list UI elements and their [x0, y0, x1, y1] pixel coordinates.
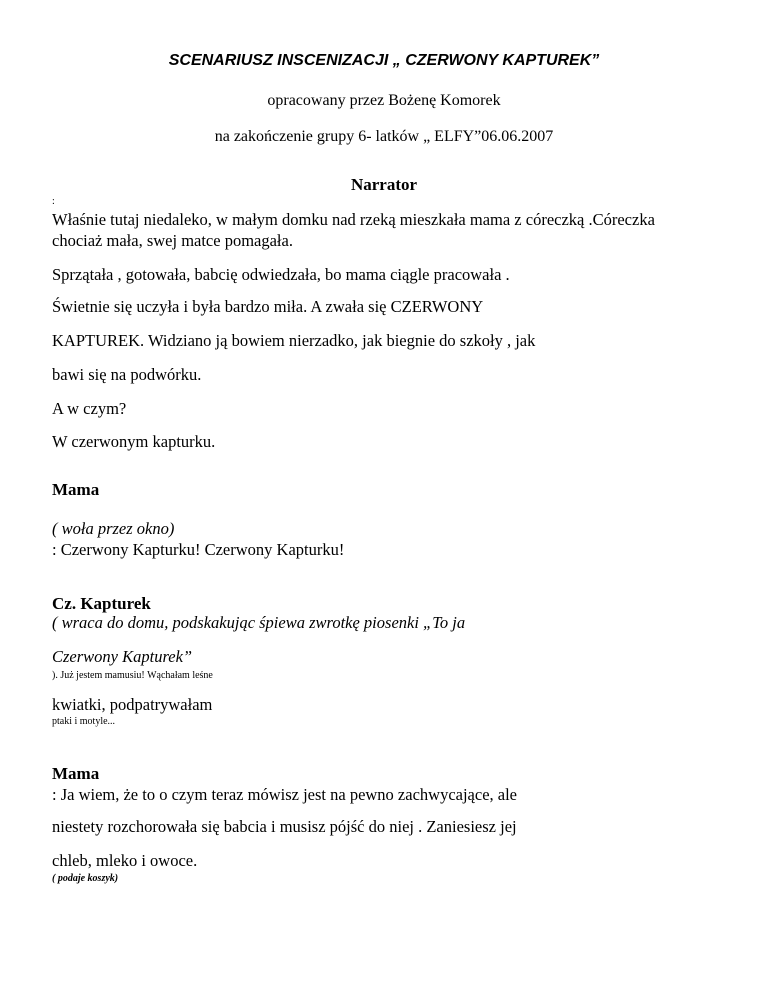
narrator-line-3: Sprzątała , gotowała, babcię odwiedzała, bo mama ciągle pracowała . — [52, 265, 510, 284]
kapturek-small-text-2: ptaki i motyle... — [52, 716, 116, 727]
kapturek-line: kwiatki, podpatrywałam — [52, 695, 213, 714]
narrator-line-5: KAPTUREK. Widziano ją bowiem nierzadko, jak biegnie do szkoły , jak — [52, 331, 536, 350]
document-occasion: na zakończenie grupy 6- latków „ ELFY”06.06.2007 — [214, 128, 554, 145]
mama-line-3: niestety rozchorowała się babcia i musisz pójść do niej . Zaniesiesz jej — [52, 817, 517, 836]
narrator-line-8: W czerwonym kapturku. — [52, 432, 216, 451]
kapturek-speaker: Cz. Kapturek — [52, 594, 151, 613]
narrator-line-7: A w czym? — [52, 399, 127, 418]
mama-stage-direction-1: ( woła przez okno) — [52, 519, 175, 538]
mama-speaker-1: Mama — [52, 480, 100, 499]
mama-stage-direction-2: ( podaje koszyk) — [52, 873, 119, 884]
narrator-speaker: Narrator — [350, 175, 418, 194]
mama-line-4: chleb, mleko i owoce. — [52, 851, 198, 870]
mama-line-2: : Ja wiem, że to o czym teraz mówisz jest na pewno zachwycające, ale — [52, 785, 517, 804]
narrator-line-4: Świetnie się uczyła i była bardzo miła. A zwała się CZERWONY — [52, 297, 484, 316]
mama-speaker-2: Mama — [52, 764, 100, 783]
kapturek-stage-direction-2: Czerwony Kapturek” — [52, 647, 193, 666]
document-author: opracowany przez Bożenę Komorek — [267, 92, 501, 109]
narrator-colon: : — [52, 196, 55, 207]
document-title: SCENARIUSZ INSCENIZACJI „ CZERWONY KAPTUREK” — [168, 52, 600, 69]
narrator-line-1: Właśnie tutaj niedaleko, w małym domku nad rzeką mieszkała mama z córeczką .Córeczka — [52, 210, 655, 229]
kapturek-small-text-1: ). Już jestem mamusiu! Wąchałam leśne — [52, 670, 213, 681]
narrator-line-2: chociaż mała, swej matce pomagała. — [52, 231, 293, 250]
kapturek-stage-direction-1: ( wraca do domu, podskakując śpiewa zwrotkę piosenki „To ja — [52, 613, 466, 632]
mama-line-1: : Czerwony Kapturku! Czerwony Kapturku! — [52, 540, 345, 559]
narrator-line-6: bawi się na podwórku. — [52, 365, 202, 384]
